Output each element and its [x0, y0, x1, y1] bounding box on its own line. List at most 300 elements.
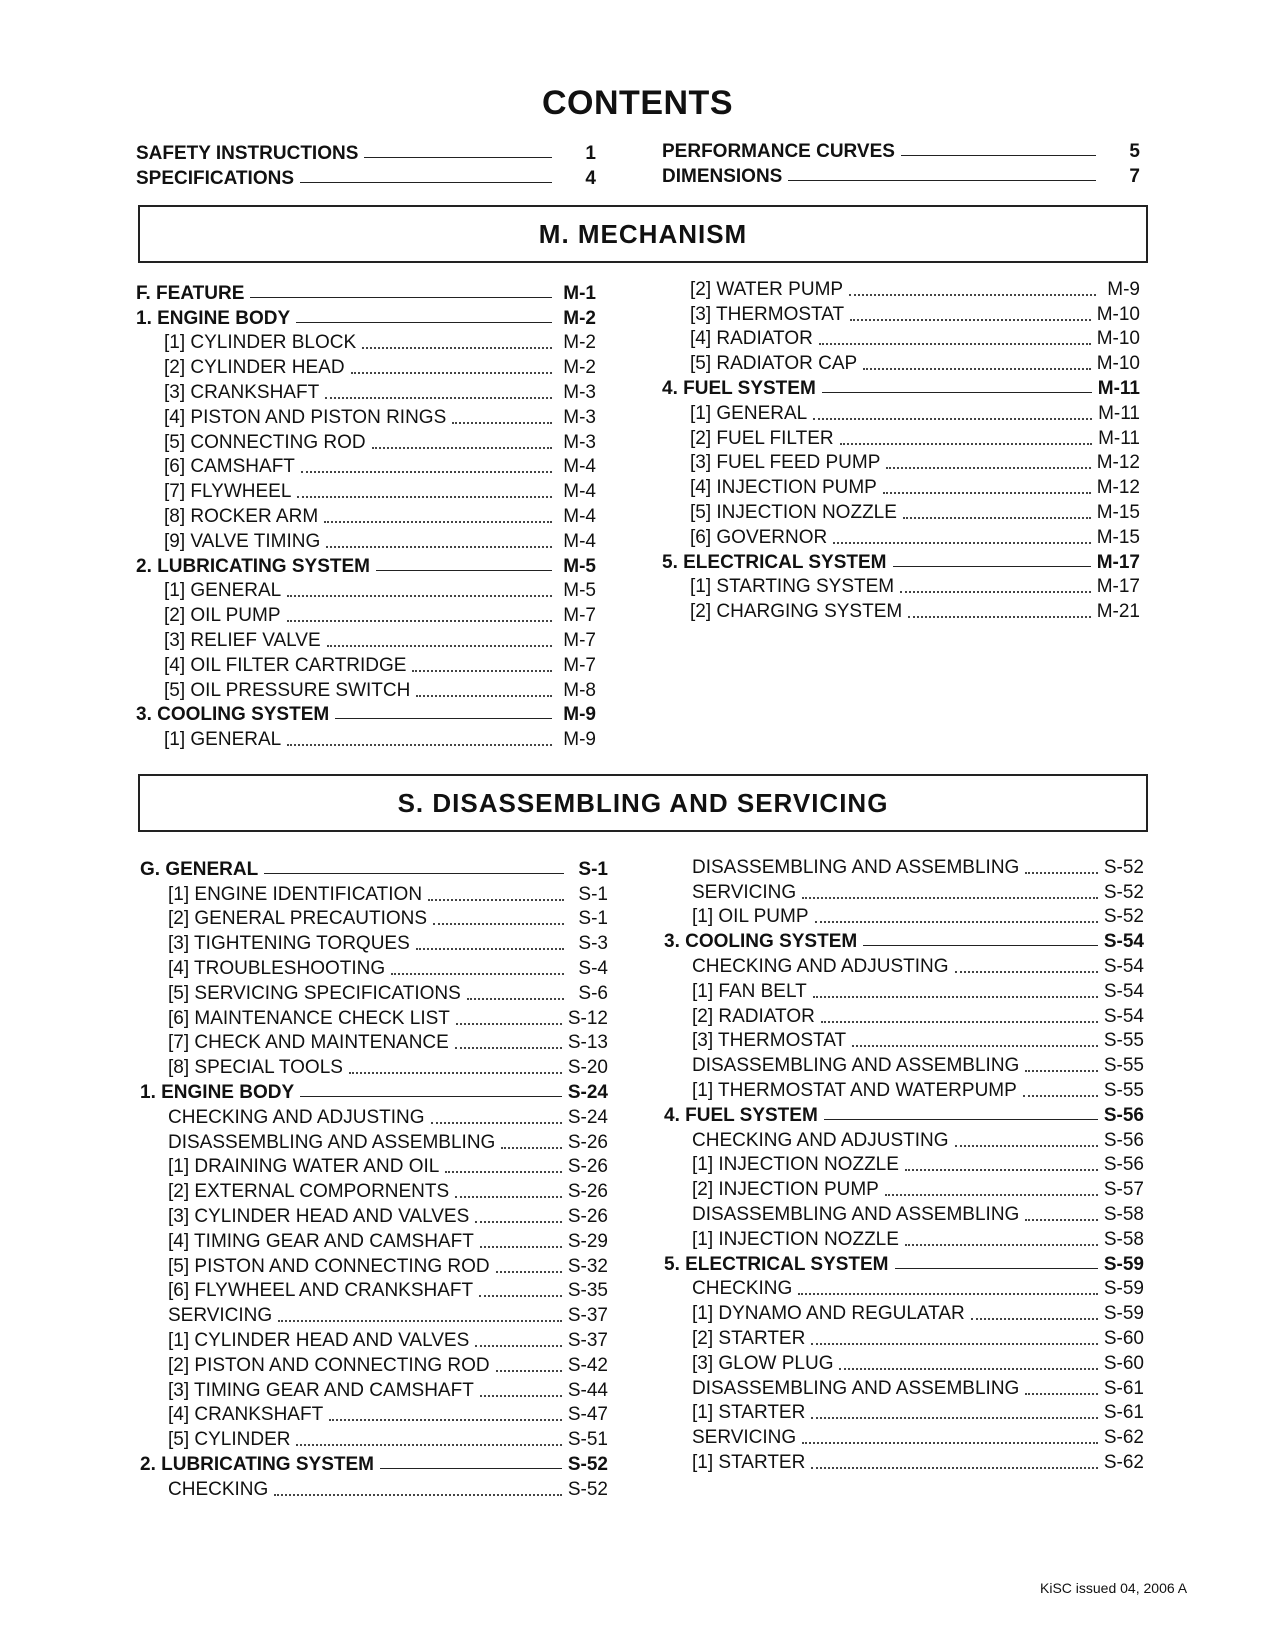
toc-entry-page: S-3 [578, 933, 608, 955]
toc-leader-line [351, 372, 552, 374]
toc-entry [662, 138, 1140, 163]
toc-entry [664, 1077, 1144, 1102]
toc-leader-line [885, 1194, 1098, 1196]
toc-entry-page: M-7 [563, 605, 596, 627]
toc-entry [136, 652, 596, 677]
toc-leader-line [824, 1119, 1098, 1120]
toc-entry [140, 1129, 608, 1154]
toc-entry-page: M-7 [563, 654, 596, 676]
toc-leader-line [893, 566, 1091, 567]
toc-entry-page: S-59 [1103, 1278, 1144, 1300]
toc-entry [140, 1377, 608, 1402]
toc-entry [140, 1005, 608, 1030]
toc-entry [136, 330, 596, 355]
toc-entry-label: [8] SPECIAL TOOLS [168, 1057, 343, 1079]
toc-entry-label: 4. FUEL SYSTEM [662, 377, 816, 399]
toc-entry-label: [2] CHARGING SYSTEM [690, 601, 903, 623]
toc-entry-label: [1] OIL PUMP [692, 906, 809, 928]
toc-leader-line [955, 1145, 1098, 1147]
toc-entry-label: [3] RELIEF VALVE [164, 629, 321, 651]
toc-entry [664, 1152, 1144, 1177]
toc-entry [662, 450, 1140, 475]
toc-entry-page: M-12 [1096, 452, 1140, 474]
toc-entry-page: M-4 [563, 505, 596, 527]
toc-leader-line [301, 471, 552, 473]
toc-entry [664, 1176, 1144, 1201]
toc-entry-page: S-51 [567, 1429, 608, 1451]
toc-leader-line [1025, 1393, 1098, 1395]
toc-entry [664, 978, 1144, 1003]
toc-entry-label: [5] SERVICING SPECIFICATIONS [168, 982, 461, 1004]
toc-entry-page: M-10 [1096, 353, 1140, 375]
toc-entry [136, 478, 596, 503]
toc-leader-line [822, 392, 1092, 393]
toc-leader-line [479, 1295, 562, 1297]
toc-entry-page: S-37 [567, 1329, 608, 1351]
toc-entry [140, 1476, 608, 1501]
toc-leader-line [391, 973, 564, 975]
toc-entry-page: M-4 [563, 481, 596, 503]
toc-entry [662, 350, 1140, 375]
toc-entry [136, 553, 596, 578]
toc-entry-label: [1] STARTING SYSTEM [690, 576, 895, 598]
toc-entry-page: M-3 [563, 381, 596, 403]
toc-entry-page: S-58 [1103, 1203, 1144, 1225]
toc-leader-line [412, 670, 552, 672]
toc-entry-label: 1. ENGINE BODY [140, 1081, 295, 1103]
toc-entry-page: S-54 [1103, 931, 1144, 953]
toc-entry-page: S-60 [1103, 1352, 1144, 1374]
toc-leader-line [802, 1442, 1098, 1444]
toc-entry-page: S-4 [578, 957, 608, 979]
toc-entry-label: [1] GENERAL [690, 402, 808, 424]
toc-leader-line [349, 1072, 562, 1074]
toc-entry [662, 276, 1140, 301]
toc-entry-page: S-56 [1103, 1104, 1144, 1126]
toc-entry-label: [5] CYLINDER [168, 1429, 291, 1451]
toc-leader-line [297, 496, 552, 498]
toc-leader-line [905, 1169, 1098, 1171]
top-left-entries [136, 140, 596, 190]
toc-entry-label: [3] TIGHTENING TORQUES [168, 933, 410, 955]
toc-entry-label: [4] PISTON AND PISTON RINGS [164, 406, 447, 428]
toc-entry-page: M-2 [563, 307, 596, 329]
toc-entry-page: M-17 [1096, 551, 1140, 573]
toc-entry-label: [7] FLYWHEEL [164, 481, 292, 503]
toc-entry-label: [5] PISTON AND CONNECTING ROD [168, 1255, 490, 1277]
toc-entry-label: [3] GLOW PLUG [692, 1352, 834, 1374]
toc-entry-page: S-59 [1103, 1253, 1144, 1275]
toc-entry-label: [4] CRANKSHAFT [168, 1404, 324, 1426]
toc-entry [136, 379, 596, 404]
toc-entry-label: [6] CAMSHAFT [164, 456, 295, 478]
toc-leader-line [1025, 1219, 1098, 1221]
toc-entry-label: [4] TIMING GEAR AND CAMSHAFT [168, 1230, 474, 1252]
toc-entry-label: [2] PISTON AND CONNECTING ROD [168, 1354, 490, 1376]
toc-entry-page: S-42 [567, 1354, 608, 1376]
toc-entry [140, 1030, 608, 1055]
toc-entry-page: M-2 [563, 357, 596, 379]
toc-entry [662, 549, 1140, 574]
toc-entry [136, 602, 596, 627]
toc-leader-line [287, 620, 553, 622]
toc-leader-line [327, 645, 552, 647]
toc-entry-page: S-55 [1103, 1055, 1144, 1077]
toc-leader-line [496, 1271, 562, 1273]
toc-entry [136, 305, 596, 330]
toc-leader-line [813, 418, 1092, 420]
toc-entry-label: [1] CYLINDER HEAD AND VALVES [168, 1329, 470, 1351]
toc-entry-page: S-54 [1103, 955, 1144, 977]
toc-entry [664, 1375, 1144, 1400]
toc-entry-page: S-24 [567, 1106, 608, 1128]
toc-entry-page: M-15 [1096, 526, 1140, 548]
toc-leader-line [501, 1147, 562, 1149]
toc-leader-line [852, 1045, 1098, 1047]
toc-entry-page: S-47 [567, 1404, 608, 1426]
toc-entry-page: S-52 [1103, 881, 1144, 903]
toc-entry-label: G. GENERAL [140, 858, 259, 880]
toc-leader-line [886, 467, 1090, 469]
toc-entry [136, 677, 596, 702]
toc-leader-line [416, 948, 564, 950]
toc-leader-line [895, 1268, 1098, 1269]
toc-entry [136, 627, 596, 652]
toc-entry-label: CHECKING AND ADJUSTING [692, 955, 949, 977]
toc-entry-label: [1] DRAINING WATER AND OIL [168, 1156, 440, 1178]
toc-entry [664, 953, 1144, 978]
toc-leader-line [815, 921, 1098, 923]
toc-entry [140, 1402, 608, 1427]
toc-entry [136, 280, 596, 305]
toc-entry-page: S-13 [567, 1032, 608, 1054]
toc-entry-page: S-52 [567, 1453, 608, 1475]
toc-entry-page: S-54 [1103, 980, 1144, 1002]
toc-entry-label: [3] FUEL FEED PUMP [690, 452, 881, 474]
toc-entry-label: 2. LUBRICATING SYSTEM [140, 1453, 374, 1475]
toc-entry-page: S-61 [1103, 1377, 1144, 1399]
toc-entry [136, 354, 596, 379]
toc-leader-line [329, 1419, 562, 1421]
toc-leader-line [364, 157, 552, 158]
toc-entry-page: S-56 [1103, 1154, 1144, 1176]
toc-entry [664, 1325, 1144, 1350]
toc-entry [136, 454, 596, 479]
toc-entry [136, 503, 596, 528]
toc-leader-line [903, 517, 1091, 519]
toc-leader-line [433, 923, 564, 925]
toc-entry-page: M-9 [563, 704, 596, 726]
toc-leader-line [480, 1395, 562, 1397]
toc-entry-label: [1] INJECTION NOZZLE [692, 1154, 899, 1176]
toc-entry [664, 1201, 1144, 1226]
toc-entry [664, 879, 1144, 904]
toc-entry-label: [1] STARTER [692, 1451, 806, 1473]
toc-leader-line [905, 1244, 1098, 1246]
toc-entry [662, 163, 1140, 188]
toc-leader-line [300, 182, 552, 183]
toc-entry-label: 5. ELECTRICAL SYSTEM [662, 551, 887, 573]
toc-leader-line [456, 1023, 562, 1025]
toc-leader-line [813, 996, 1098, 998]
toc-entry-page: S-58 [1103, 1228, 1144, 1250]
toc-entry-label: [1] DYNAMO AND REGULATAR [692, 1303, 965, 1325]
toc-entry-page: M-5 [563, 580, 596, 602]
toc-entry-page: M-4 [563, 456, 596, 478]
toc-entry-page: S-60 [1103, 1327, 1144, 1349]
toc-leader-line [1023, 1095, 1098, 1097]
top-right-entries [662, 138, 1140, 188]
toc-entry-label: [4] OIL FILTER CARTRIDGE [164, 654, 407, 676]
toc-entry [664, 1028, 1144, 1053]
toc-entry-label: DISASSEMBLING AND ASSEMBLING [168, 1131, 496, 1153]
toc-entry [662, 375, 1140, 400]
toc-entry-label: [2] FUEL FILTER [690, 427, 834, 449]
toc-entry-label: F. FEATURE [136, 282, 245, 304]
toc-leader-line [819, 343, 1091, 345]
toc-entry-page: S-62 [1103, 1427, 1144, 1449]
page-title: CONTENTS [542, 84, 733, 122]
toc-entry [664, 1052, 1144, 1077]
toc-entry [140, 1302, 608, 1327]
toc-leader-line [250, 297, 552, 298]
toc-entry-page: 4 [585, 167, 596, 189]
toc-entry [662, 425, 1140, 450]
toc-entry-page: S-52 [1103, 856, 1144, 878]
toc-entry-page: S-24 [567, 1081, 608, 1103]
toc-entry [140, 1178, 608, 1203]
toc-entry-page: S-20 [567, 1057, 608, 1079]
toc-leader-line [798, 1293, 1098, 1295]
toc-entry-page: M-5 [563, 555, 596, 577]
toc-leader-line [325, 397, 552, 399]
toc-leader-line [296, 1444, 561, 1446]
toc-leader-line [840, 443, 1093, 445]
toc-entry-page: S-1 [578, 908, 608, 930]
toc-entry-label: [3] THERMOSTAT [692, 1030, 847, 1052]
toc-entry-page: S-29 [567, 1230, 608, 1252]
toc-entry-page: S-26 [567, 1205, 608, 1227]
toc-entry [140, 980, 608, 1005]
toc-entry-page: S-37 [567, 1305, 608, 1327]
toc-entry-label: SPECIFICATIONS [136, 167, 294, 189]
toc-entry-label: DISASSEMBLING AND ASSEMBLING [692, 1203, 1020, 1225]
toc-entry-page: S-6 [578, 982, 608, 1004]
toc-leader-line [1025, 1070, 1098, 1072]
toc-leader-line [376, 570, 552, 571]
toc-entry [140, 1451, 608, 1476]
toc-entry [136, 726, 596, 751]
toc-leader-line [850, 319, 1091, 321]
toc-entry-page: M-11 [1098, 402, 1140, 424]
toc-entry-label: [5] INJECTION NOZZLE [690, 501, 897, 523]
servicing-right-column [664, 854, 1144, 1474]
toc-entry-page: M-9 [563, 729, 596, 751]
toc-entry-label: [1] THERMOSTAT AND WATERPUMP [692, 1079, 1017, 1101]
toc-entry-label: SERVICING [692, 881, 797, 903]
toc-entry-label: [5] RADIATOR CAP [690, 353, 858, 375]
toc-entry-label: [3] CYLINDER HEAD AND VALVES [168, 1205, 470, 1227]
toc-entry-label: 4. FUEL SYSTEM [664, 1104, 818, 1126]
toc-entry-page: M-15 [1096, 501, 1140, 523]
toc-entry-label: 5. ELECTRICAL SYSTEM [664, 1253, 889, 1275]
toc-entry-label: [1] INJECTION NOZZLE [692, 1228, 899, 1250]
toc-entry-page: S-52 [567, 1478, 608, 1500]
toc-entry [140, 1278, 608, 1303]
toc-entry [662, 598, 1140, 623]
toc-entry [140, 881, 608, 906]
toc-leader-line [811, 1417, 1098, 1419]
toc-entry-page: S-55 [1103, 1079, 1144, 1101]
toc-leader-line [467, 998, 564, 1000]
toc-entry-page: S-62 [1103, 1451, 1144, 1473]
toc-entry-page: M-4 [563, 530, 596, 552]
toc-entry-page: S-57 [1103, 1179, 1144, 1201]
toc-leader-line [287, 744, 552, 746]
toc-entry-page: S-56 [1103, 1129, 1144, 1151]
toc-leader-line [278, 1320, 562, 1322]
toc-entry [140, 1426, 608, 1451]
toc-leader-line [372, 447, 552, 449]
toc-entry-label: [1] ENGINE IDENTIFICATION [168, 883, 423, 905]
toc-leader-line [324, 521, 552, 523]
toc-entry-label: [2] CYLINDER HEAD [164, 357, 345, 379]
toc-leader-line [811, 1343, 1098, 1345]
toc-entry-label: [7] CHECK AND MAINTENANCE [168, 1032, 449, 1054]
toc-entry-page: S-54 [1103, 1005, 1144, 1027]
toc-entry-label: [2] OIL PUMP [164, 605, 281, 627]
toc-entry-page: M-10 [1096, 303, 1140, 325]
toc-entry-page: M-3 [563, 406, 596, 428]
toc-entry [664, 928, 1144, 953]
toc-entry [140, 1327, 608, 1352]
toc-leader-line [428, 899, 564, 901]
toc-entry-label: DISASSEMBLING AND ASSEMBLING [692, 1055, 1020, 1077]
toc-leader-line [326, 546, 552, 548]
toc-entry-label: [2] GENERAL PRECAUTIONS [168, 908, 428, 930]
toc-entry-label: [2] INJECTION PUMP [692, 1179, 879, 1201]
toc-entry-label: CHECKING AND ADJUSTING [692, 1129, 949, 1151]
toc-entry-page: M-8 [563, 679, 596, 701]
toc-entry-label: SERVICING [692, 1427, 797, 1449]
toc-leader-line [900, 591, 1091, 593]
toc-entry [140, 1104, 608, 1129]
toc-entry-label: [1] STARTER [692, 1402, 806, 1424]
toc-leader-line [452, 422, 552, 424]
toc-entry-page: M-3 [563, 431, 596, 453]
toc-entry-page: M-1 [563, 282, 596, 304]
toc-entry [662, 400, 1140, 425]
toc-leader-line [971, 1318, 1098, 1320]
toc-entry-page: S-59 [1103, 1303, 1144, 1325]
toc-entry-label: [4] INJECTION PUMP [690, 477, 877, 499]
toc-entry [136, 404, 596, 429]
toc-leader-line [380, 1468, 562, 1469]
toc-entry [662, 474, 1140, 499]
toc-entry [136, 165, 596, 190]
toc-leader-line [480, 1246, 562, 1248]
toc-entry-label: [4] TROUBLESHOOTING [168, 957, 386, 979]
toc-entry [140, 1079, 608, 1104]
toc-entry [662, 499, 1140, 524]
toc-entry-label: DISASSEMBLING AND ASSEMBLING [692, 1377, 1020, 1399]
toc-leader-line [883, 492, 1091, 494]
toc-entry [136, 702, 596, 727]
issue-footer: KiSC issued 04, 2006 A [1040, 1580, 1188, 1596]
toc-leader-line [362, 347, 552, 349]
toc-entry-label: [6] GOVERNOR [690, 526, 828, 548]
toc-entry [664, 1102, 1144, 1127]
toc-entry [664, 1127, 1144, 1152]
toc-entry-label: DISASSEMBLING AND ASSEMBLING [692, 856, 1020, 878]
toc-entry-label: CHECKING AND ADJUSTING [168, 1106, 425, 1128]
toc-entry-page: S-55 [1103, 1030, 1144, 1052]
toc-entry-page: S-52 [1103, 906, 1144, 928]
toc-entry-page: M-21 [1096, 601, 1140, 623]
toc-entry-label: PERFORMANCE CURVES [662, 140, 895, 162]
toc-entry [140, 930, 608, 955]
toc-leader-line [475, 1345, 562, 1347]
toc-entry-page: 5 [1129, 140, 1140, 162]
toc-entry [136, 140, 596, 165]
toc-entry [664, 1300, 1144, 1325]
toc-entry-label: [2] EXTERNAL COMPORNENTS [168, 1181, 450, 1203]
toc-entry-label: [4] RADIATOR [690, 328, 813, 350]
toc-entry [140, 1352, 608, 1377]
toc-entry-label: [2] RADIATOR [692, 1005, 815, 1027]
toc-entry-label: CHECKING [168, 1478, 269, 1500]
toc-entry-page: S-32 [567, 1255, 608, 1277]
toc-entry-label: [6] MAINTENANCE CHECK LIST [168, 1007, 450, 1029]
toc-entry-page: M-17 [1096, 576, 1140, 598]
toc-leader-line [431, 1122, 562, 1124]
toc-leader-line [274, 1494, 562, 1496]
toc-entry-page: S-1 [578, 883, 608, 905]
toc-entry-label: 1. ENGINE BODY [136, 307, 291, 329]
toc-entry-label: [1] GENERAL [164, 580, 282, 602]
toc-entry [664, 1424, 1144, 1449]
toc-leader-line [908, 616, 1091, 618]
toc-entry-label: [3] TIMING GEAR AND CAMSHAFT [168, 1379, 474, 1401]
toc-leader-line [901, 155, 1096, 156]
mechanism-heading: M. MECHANISM [138, 205, 1148, 263]
toc-entry-page: S-26 [567, 1181, 608, 1203]
toc-entry-label: [6] FLYWHEEL AND CRANKSHAFT [168, 1280, 474, 1302]
toc-entry [664, 1449, 1144, 1474]
toc-entry [664, 1226, 1144, 1251]
toc-entry [664, 904, 1144, 929]
toc-entry [140, 906, 608, 931]
toc-entry-label: 3. COOLING SYSTEM [136, 704, 330, 726]
toc-entry-page: M-7 [563, 629, 596, 651]
toc-leader-line [802, 897, 1098, 899]
toc-leader-line [496, 1370, 562, 1372]
toc-leader-line [863, 368, 1091, 370]
toc-entry-label: 2. LUBRICATING SYSTEM [136, 555, 370, 577]
toc-entry-page: M-2 [563, 332, 596, 354]
toc-leader-line [445, 1171, 562, 1173]
toc-entry [140, 955, 608, 980]
toc-entry [136, 578, 596, 603]
toc-entry-label: [8] ROCKER ARM [164, 505, 319, 527]
toc-entry-page: S-61 [1103, 1402, 1144, 1424]
toc-leader-line [821, 1021, 1098, 1023]
toc-entry [140, 856, 608, 881]
toc-entry-page: 7 [1129, 165, 1140, 187]
toc-entry-label: [1] FAN BELT [692, 980, 807, 1002]
toc-entry-label: [9] VALVE TIMING [164, 530, 321, 552]
toc-entry [664, 1251, 1144, 1276]
